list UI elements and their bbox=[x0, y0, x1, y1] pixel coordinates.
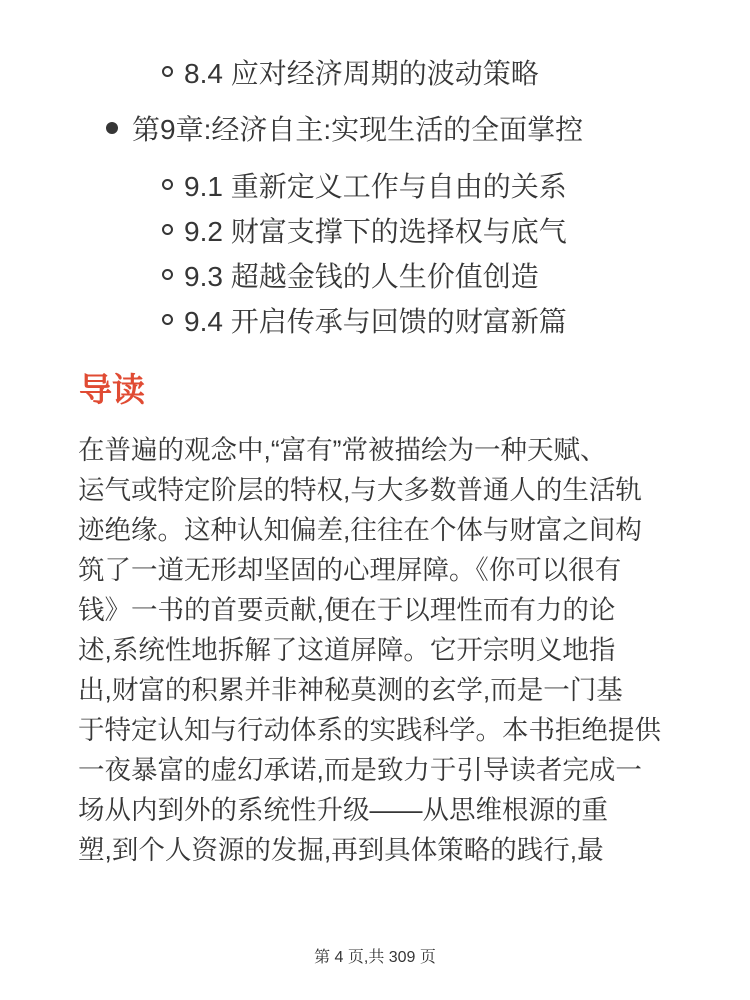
toc-item-label: 9.2 财富支撑下的选择权与底气 bbox=[184, 215, 567, 247]
paragraph-line: 运气或特定阶层的特权,与大多数普通人的生活轨 bbox=[78, 475, 642, 505]
paragraph-line: 钱》一书的首要贡献,便在于以理性而有力的论 bbox=[78, 595, 616, 625]
circle-bullet-icon bbox=[162, 224, 173, 235]
toc-item bbox=[0, 207, 750, 252]
toc-item-label: 9.1 重新定义工作与自由的关系 bbox=[184, 170, 567, 202]
paragraph-line: 述,系统性地拆解了这道屏障。它开宗明义地指 bbox=[78, 635, 616, 665]
intro-paragraph bbox=[78, 430, 690, 870]
paragraph-line: 一夜暴富的虚幻承诺,而是致力于引导读者完成一 bbox=[78, 755, 642, 785]
circle-bullet-icon bbox=[162, 314, 173, 325]
toc-item-label: 8.4 应对经济周期的波动策略 bbox=[184, 57, 539, 89]
page-footer bbox=[0, 948, 750, 968]
paragraph-line: 出,财富的积累并非神秘莫测的玄学,而是一门基 bbox=[78, 675, 623, 705]
circle-bullet-icon bbox=[162, 179, 173, 190]
toc-item-label: 第9章:经济自主:实现生活的全面掌控 bbox=[132, 113, 584, 145]
paragraph-line: 在普遍的观念中,“富有”常被描绘为一种天赋、 bbox=[78, 435, 607, 465]
toc-item bbox=[0, 297, 750, 342]
paragraph-line: 场从内到外的系统性升级——从思维根源的重 bbox=[78, 795, 608, 825]
page-number-label: 第 4 页,共 309 页 bbox=[314, 949, 436, 966]
toc-item-chapter bbox=[0, 105, 750, 150]
toc-item bbox=[0, 162, 750, 207]
toc-item-label: 9.3 超越金钱的人生价值创造 bbox=[184, 260, 539, 292]
paragraph-line: 塑,到个人资源的发掘,再到具体策略的践行,最 bbox=[78, 835, 604, 865]
paragraph-line: 迹绝缘。这种认知偏差,往往在个体与财富之间构 bbox=[78, 515, 642, 545]
section-heading: 导读 bbox=[79, 371, 145, 408]
paragraph-line: 于特定认知与行动体系的实践科学。本书拒绝提供 bbox=[78, 715, 661, 745]
disc-bullet-icon bbox=[106, 122, 118, 134]
toc-item bbox=[0, 252, 750, 297]
toc-item bbox=[0, 49, 750, 94]
table-of-contents bbox=[0, 49, 750, 342]
paragraph-line: 筑了一道无形却坚固的心理屏障。《你可以很有 bbox=[78, 555, 622, 585]
circle-bullet-icon bbox=[162, 269, 173, 280]
circle-bullet-icon bbox=[162, 66, 173, 77]
toc-item-label: 9.4 开启传承与回馈的财富新篇 bbox=[184, 305, 567, 337]
